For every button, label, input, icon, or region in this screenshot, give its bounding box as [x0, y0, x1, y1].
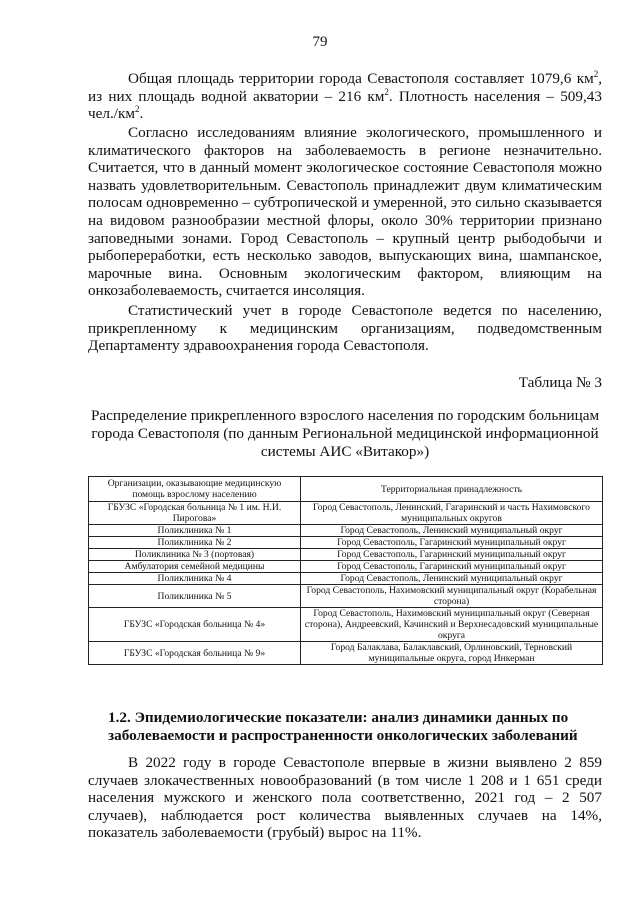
paragraph-text: Общая площадь территории города Севастополя составляет 1079,6 км	[128, 70, 594, 87]
paragraph-area	[88, 754, 602, 842]
paragraph: Согласно исследованиям влияние экологического, промышленного и климатического факторов на заболеваемость в регионе незначительно. Считается, что в данный момент экологическое состояние Севастополя можно назвать удовлетворительным. Севастополь принадлежит двум климатическим полосам одновременно – субтропической и умеренной, это сильно сказывается на видовом разнообразии местной флоры, около 30% территории признано заповедными зонами. Город Севастополь – крупный центр рыбодобычи и рыбопереработки, есть несколько заводов, выпускающих вина, шампанское, марочные вина. Основным экологическим фактором, влияющим на онкозаболеваемость, считается инсоляция.	[88, 124, 602, 300]
table-cell-territory: Город Севастополь, Нахимовский муниципальный округ (Северная сторона), Андреевский, Качинский и Верхнесадовский муниципальные округа	[301, 608, 603, 642]
table-header-cell: Организации, оказывающие медицинскую помощь взрослому населению	[89, 477, 301, 502]
page-number: 79	[312, 34, 328, 50]
table-cell-organization: ГБУЗС «Городская больница № 9»	[89, 642, 301, 665]
table-row	[89, 537, 603, 549]
superscript: 2	[593, 68, 599, 79]
table-cell-organization: Поликлиника № 5	[89, 585, 301, 608]
table-cell-territory: Город Севастополь, Нахимовский муниципальный округ (Корабельная сторона)	[301, 585, 603, 608]
paragraph-text: . Плотность населения – 509,43 чел./км	[88, 87, 602, 123]
table-cell-territory: Город Севастополь, Гагаринский муниципальный округ	[301, 537, 603, 549]
population-table	[88, 476, 603, 665]
paragraph: В 2022 году в городе Севастополе впервые в жизни выявлено 2 859 случаев злокачественных новообразований (в том числе 1 208 и 1 651 среди населения мужского и женского пола соответственно, 2021 год – 2 507 случаев), наблюдается рост количества выявленных случаев на 14%, показатель заболеваемости (грубый) вырос на 11%.	[88, 754, 602, 842]
table-row	[89, 642, 603, 665]
table-row	[89, 549, 603, 561]
table-cell-organization: Поликлиника № 2	[89, 537, 301, 549]
table-cell-organization: Поликлиника № 4	[89, 573, 301, 585]
paragraph-text: .	[139, 105, 144, 123]
table-cell-territory: Город Севастополь, Гагаринский муниципальный округ	[301, 549, 603, 561]
table-cell-organization: Поликлиника № 3 (портовая)	[89, 549, 301, 561]
table-cell-organization: Амбулатория семейной медицины	[89, 561, 301, 573]
paragraph	[88, 70, 602, 123]
table-cell-organization: ГБУЗС «Городская больница № 4»	[89, 608, 301, 642]
table-row	[89, 573, 603, 585]
table-number: Таблица № 3	[518, 374, 602, 391]
paragraph-area	[88, 124, 602, 300]
table-cell-territory: Город Севастополь, Ленинский муниципальный округ	[301, 573, 603, 585]
superscript: 2	[134, 104, 140, 115]
paragraph-text: , из них площадь водной акватории – 216 км	[88, 70, 602, 105]
table-caption: Распределение прикрепленного взрослого населения по городским больницам города Севастополя (по данным Региональной медицинской информационной системы АИС «Витакор»)	[90, 407, 600, 460]
table-header-cell: Территориальная принадлежность	[301, 477, 603, 502]
table-header-row	[89, 477, 603, 502]
table-row	[89, 502, 603, 525]
superscript: 2	[384, 86, 389, 97]
table-cell-organization: Поликлиника № 1	[89, 525, 301, 537]
table-row	[89, 585, 603, 608]
paragraph-area	[88, 70, 602, 123]
paragraph-area	[88, 302, 602, 355]
table-row	[89, 525, 603, 537]
table-cell-territory: Город Балаклава, Балаклавский, Орлиновский, Терновский муниципальные округа, город Инкерман	[301, 642, 603, 665]
section-heading: 1.2. Эпидемиологические показатели: анализ динамики данных по заболеваемости и распространенности онкологических заболеваний	[108, 709, 578, 744]
paragraph: Статистический учет в городе Севастополе ведется по населению, прикрепленному к медицинским организациям, подведомственным Департаменту здравоохранения города Севастополя.	[88, 302, 602, 355]
table-cell-territory: Город Севастополь, Ленинский муниципальный округ	[301, 525, 603, 537]
table-row	[89, 561, 603, 573]
table-row	[89, 608, 603, 642]
table-cell-territory: Город Севастополь, Гагаринский муниципальный округ	[301, 561, 603, 573]
table-cell-territory: Город Севастополь, Ленинский, Гагаринский и часть Нахимовского муниципальных округов	[301, 502, 603, 525]
table-cell-organization: ГБУЗС «Городская больница № 1 им. Н.И. Пирогова»	[89, 502, 301, 525]
